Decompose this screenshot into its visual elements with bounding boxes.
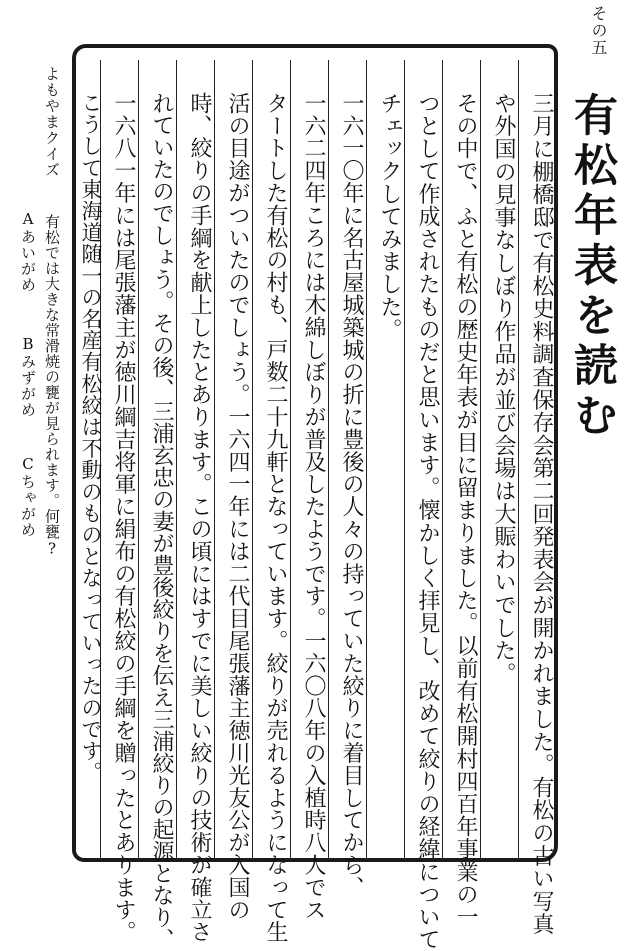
article-title: 有松年表を読む	[566, 92, 617, 442]
body-line-7: 一六二四年ころには木綿しぼりが普及したようです。一六〇八年の入植時八人でス	[301, 92, 326, 921]
series-label: その五	[589, 5, 608, 56]
body-line-11: れていたのでしょう。その後、三浦玄忠の妻が豊後絞りを伝え三浦絞りの起源となり、	[149, 92, 174, 950]
quiz-question: 有松では大きな常滑焼の甕が見られます。何甕?	[43, 214, 61, 558]
body-line-10: 時、絞りの手綱を献上したとあります。この頃にはすでに美しい絞りの技術が確立さ	[187, 92, 212, 944]
body-line-6: 一六一〇年に名古屋城築城の折に豊後の人々の持っていた絞りに着目してから、	[339, 92, 364, 899]
body-line-12: 一六八一年には尾張藩主が徳川綱吉将軍に絹布の有松絞の手綱を贈ったとあります。	[111, 92, 136, 944]
body-line-9: 活の目途がついたのでしょう。一六四一年には二代目尾張藩主徳川光友公が入国の	[225, 92, 250, 921]
body-line-5: チェックしてみました。	[377, 92, 402, 341]
body-line-3: その中で、ふと有松の歴史年表が目に留まりました。以前有松開村四百年事業の一	[453, 92, 478, 929]
quiz-option-a: Aあいがめ	[19, 210, 37, 293]
body-line-8: タートした有松の村も、戸数二十九軒となっています。絞りが売れるようになって生	[263, 92, 288, 944]
body-line-4: つとして作成されたものだと思います。懐かしく拝見し、改めて絞りの経緯について	[415, 92, 440, 951]
body-line-13: こうして東海道随一の名産有松絞は不動のものとなっていったのです。	[79, 92, 103, 784]
quiz-option-b: Bみずがめ	[19, 335, 37, 418]
body-line-1: 三月に棚橋邸で有松史料調査保存会第二回発表会が開かれました。有松の古い写真	[529, 92, 554, 936]
quiz-heading: よもやまクイズ	[43, 66, 61, 178]
quiz-option-c: Cちゃがめ	[19, 455, 37, 538]
body-line-2: や外国の見事なしぼり作品が並び会場は大賑わいでした。	[491, 92, 516, 685]
